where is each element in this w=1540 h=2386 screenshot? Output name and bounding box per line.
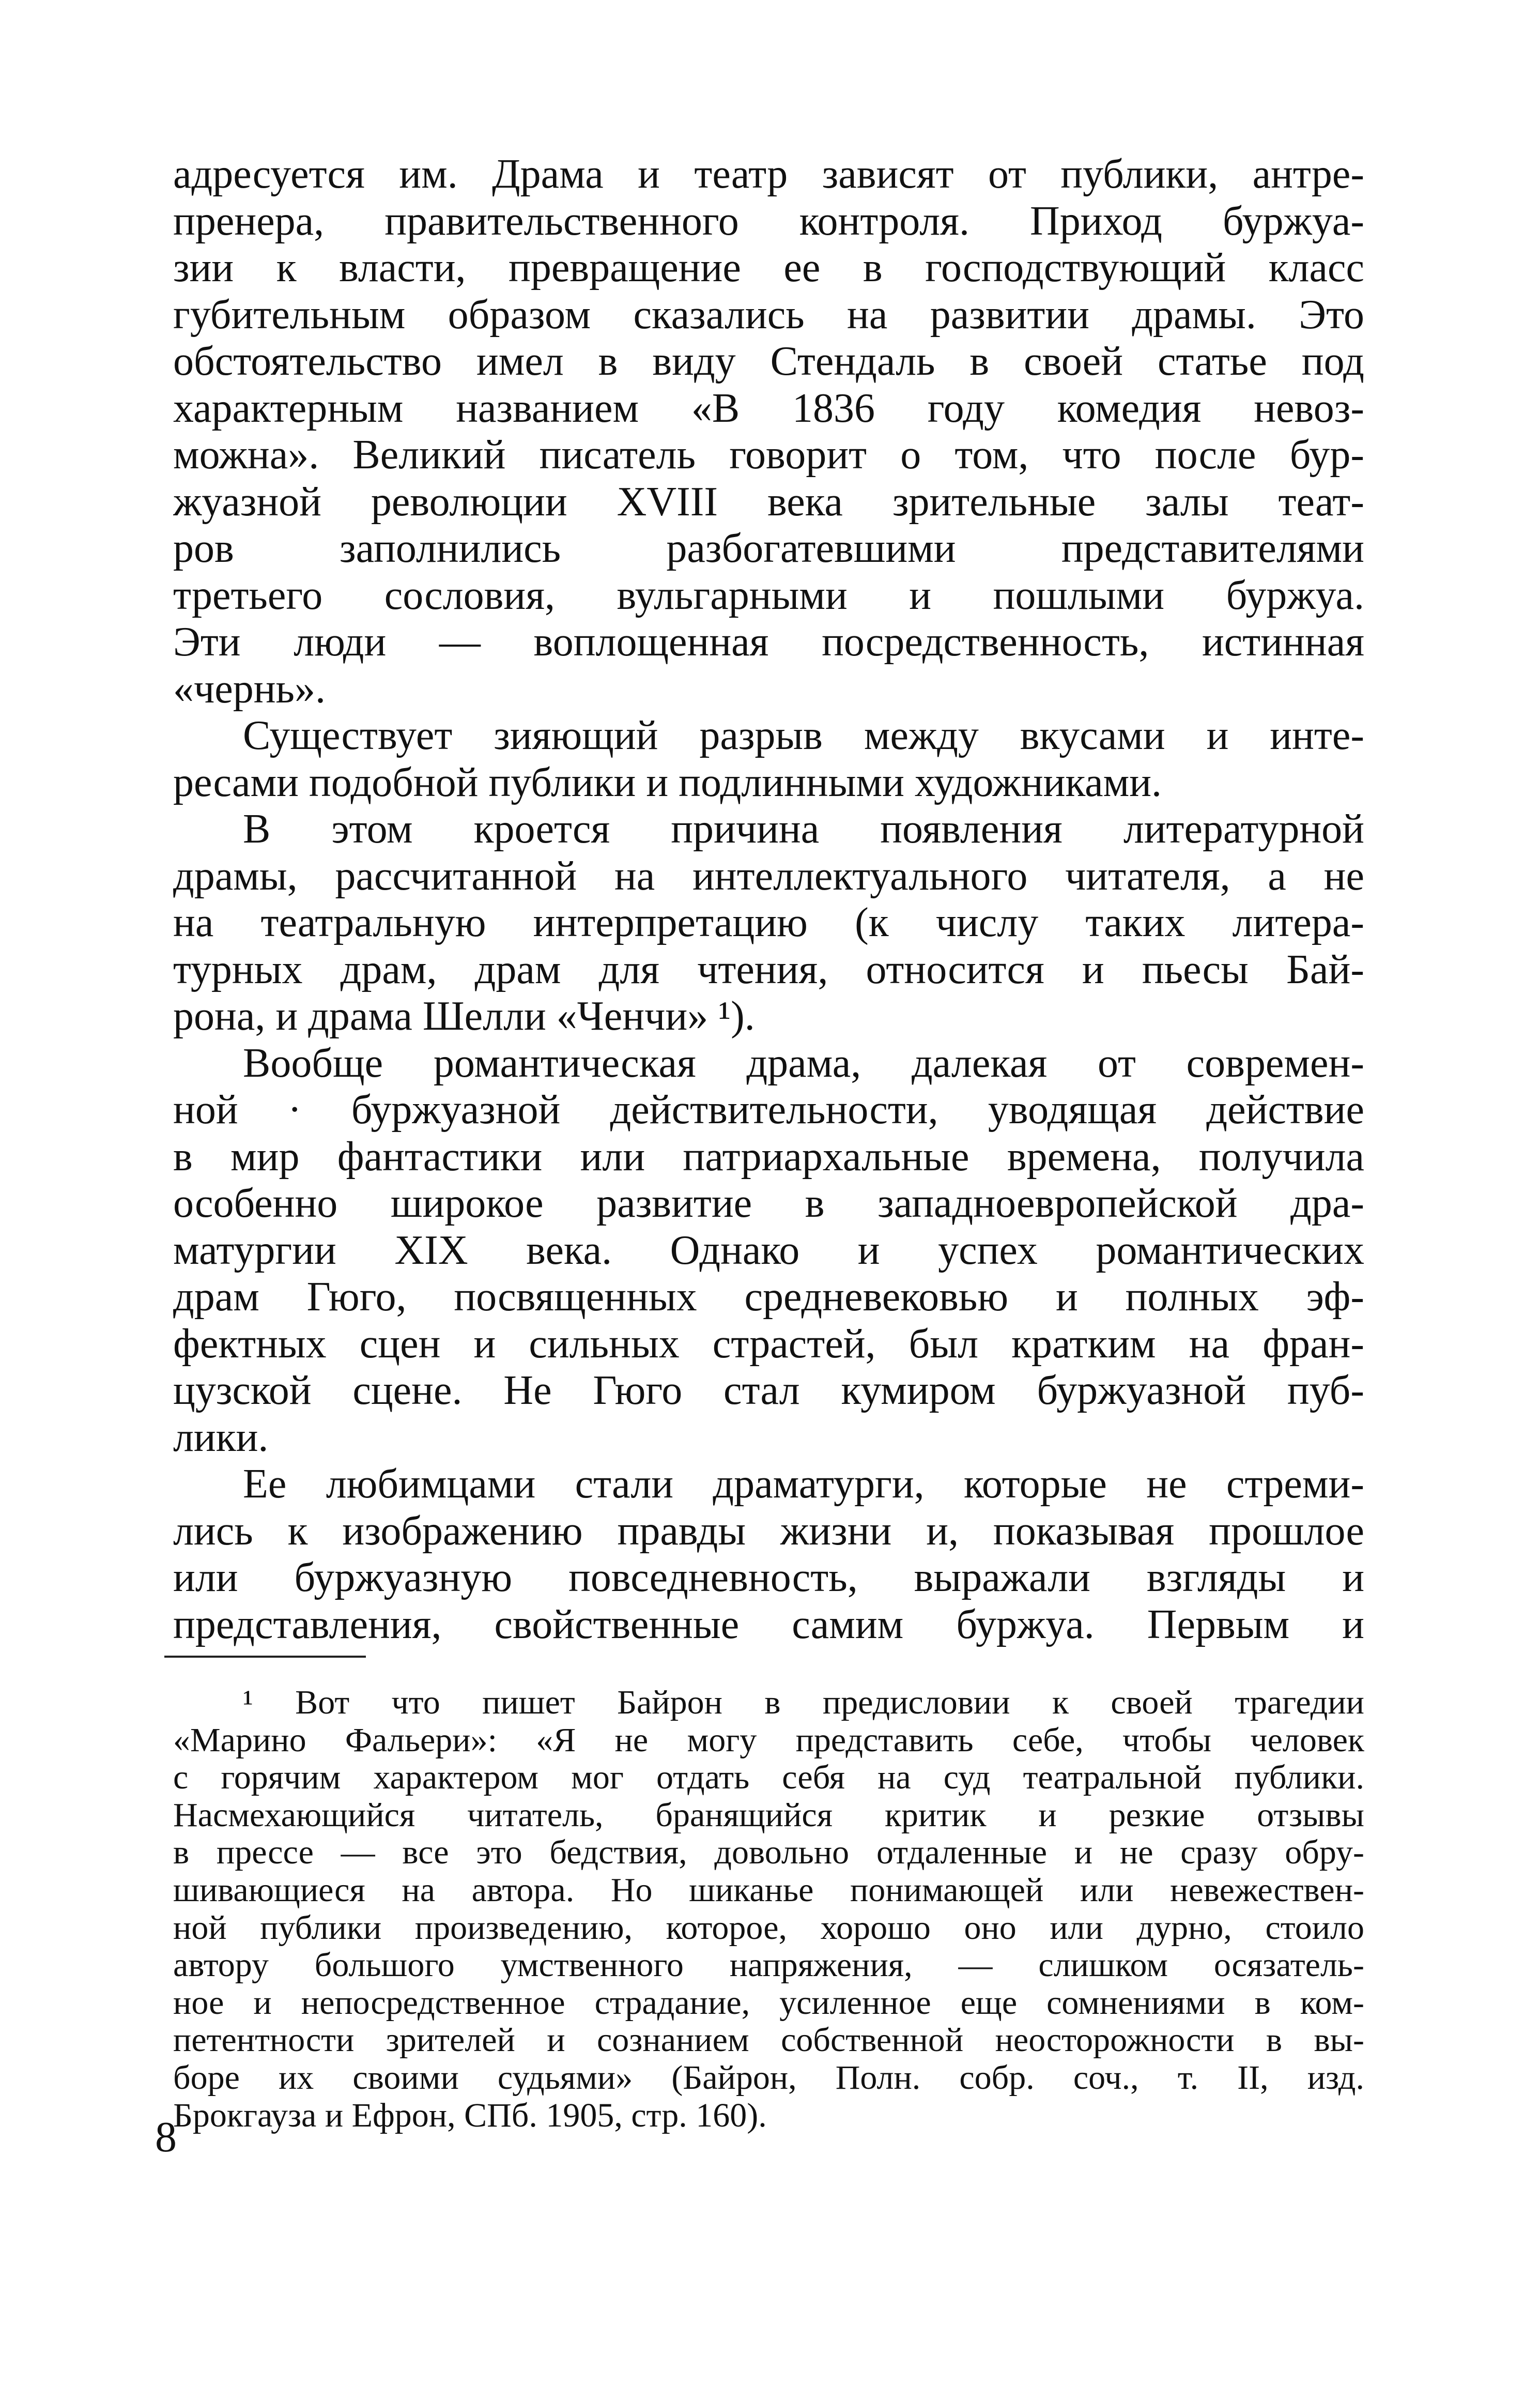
body-line: в мир фантастики или патриархальные времена, получила	[173, 1134, 1364, 1180]
body-line: жуазной революции XVIII века зрительные залы теат-	[173, 479, 1364, 525]
footnote	[173, 1684, 1364, 2134]
footnote-line: Брокгауза и Ефрон, СПб. 1905, стр. 160).	[173, 2097, 767, 2134]
footnote-line: в прессе — все это бедствия, довольно отдаленные и не сразу обру-	[173, 1834, 1364, 1872]
footnote-separator	[164, 1656, 366, 1658]
body-line: Ее любимцами стали драматурги, которые не стреми-	[243, 1461, 1364, 1507]
body-line: ной · буржуазной действительности, уводящая действие	[173, 1087, 1364, 1133]
body-line: матургии XIX века. Однако и успех романтических	[173, 1227, 1364, 1273]
body-line: цузской сцене. Не Гюго стал кумиром буржуазной пуб-	[173, 1368, 1364, 1413]
footnote-line: шивающиеся на автора. Но шиканье понимающей или невежествен-	[173, 1871, 1364, 1909]
body-line: третьего сословия, вульгарными и пошлыми буржуа.	[173, 572, 1364, 618]
footnote-line: ной публики произведению, которое, хорошо оно или дурно, стоило	[173, 1909, 1364, 1947]
body-line: представления, свойственные самим буржуа. Первым и	[173, 1601, 1364, 1647]
body-line: В этом кроется причина появления литературной	[243, 806, 1364, 852]
body-line: зии к власти, превращение ее в господствующий класс	[173, 245, 1364, 290]
body-line: ров заполнились разбогатевшими представителями	[173, 526, 1364, 571]
body-line: «чернь».	[173, 666, 326, 712]
body-line: пренера, правительственного контроля. Приход буржуа-	[173, 198, 1364, 244]
body-line: характерным названием «В 1836 году комедия невоз-	[173, 385, 1364, 431]
body-text	[173, 151, 1364, 1648]
body-line: Вообще романтическая драма, далекая от современ-	[243, 1040, 1364, 1086]
body-line: или буржуазную повседневность, выражали взгляды и	[173, 1555, 1364, 1600]
footnote-line: ¹ Вот что пишет Байрон в предисловии к своей трагедии	[243, 1684, 1364, 1721]
body-line: можна». Великий писатель говорит о том, что после бур-	[173, 432, 1364, 478]
body-line: драм Гюго, посвященных средневековью и полных эф-	[173, 1274, 1364, 1320]
body-line: адресуется им. Драма и театр зависят от публики, антре-	[173, 151, 1364, 197]
body-line: Существует зияющий разрыв между вкусами и инте-	[243, 713, 1364, 758]
body-line: фектных сцен и сильных страстей, был кратким на фран-	[173, 1321, 1364, 1367]
body-line: губительным образом сказались на развитии драмы. Это	[173, 292, 1364, 338]
body-line: обстоятельство имел в виду Стендаль в своей статье под	[173, 339, 1364, 384]
footnote-line: ное и непосредственное страдание, усиленное еще сомнениями в ком-	[173, 1984, 1364, 2022]
body-line: особенно широкое развитие в западноевропейской дра-	[173, 1181, 1364, 1226]
page-number: 8	[155, 2113, 177, 2161]
body-line: турных драм, драм для чтения, относится и пьесы Бай-	[173, 946, 1364, 992]
footnote-line: Насмехающийся читатель, бранящийся критик и резкие отзывы	[173, 1796, 1364, 1834]
body-line: ресами подобной публики и подлинными художниками.	[173, 759, 1162, 805]
footnote-line: боре их своими судьями» (Байрон, Полн. собр. соч., т. II, изд.	[173, 2059, 1364, 2097]
body-line: лись к изображению правды жизни и, показывая прошлое	[173, 1508, 1364, 1554]
body-line: лики.	[173, 1414, 269, 1460]
footnote-line: петентности зрителей и сознанием собственной неосторожности в вы-	[173, 2022, 1364, 2059]
body-line: рона, и драма Шелли «Ченчи» ¹).	[173, 993, 755, 1039]
footnote-line: автору большого умственного напряжения, — слишком осязатель-	[173, 1947, 1364, 1984]
body-line: драмы, рассчитанной на интеллектуального читателя, а не	[173, 853, 1364, 899]
body-line: на театральную интерпретацию (к числу таких литера-	[173, 900, 1364, 945]
footnote-line: «Марино Фальери»: «Я не могу представить себе, чтобы человек	[173, 1721, 1364, 1759]
body-line: Эти люди — воплощенная посредственность, истинная	[173, 619, 1364, 665]
footnote-line: с горячим характером мог отдать себя на суд театральной публики.	[173, 1759, 1364, 1797]
